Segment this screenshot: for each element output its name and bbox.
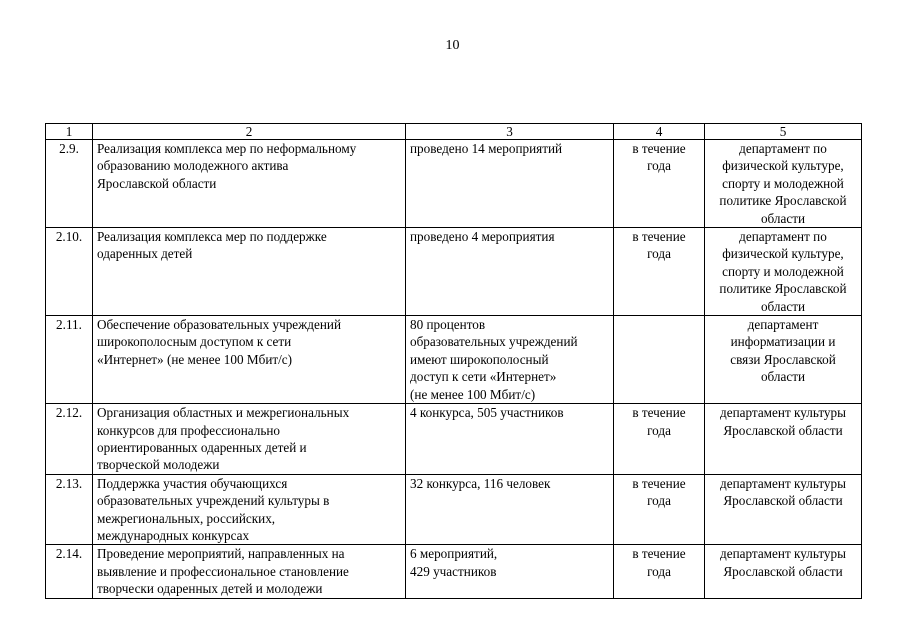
cell-text-line: года [647, 563, 671, 579]
row-number-cell: 2.9. [46, 140, 93, 228]
table-row [46, 474, 862, 545]
cell-text-line: года [647, 493, 671, 509]
column-header-1: 1 [46, 124, 93, 140]
table-row [46, 404, 862, 475]
cell-text-line: образованию молодежного актива [97, 158, 289, 174]
cell-text-line: области [760, 210, 806, 226]
cell-text-line: спорту и молодежной [722, 175, 844, 191]
cell-text-line: Реализация комплекса мер по поддержке [97, 229, 327, 245]
cell-text-line: связи Ярославской [730, 351, 836, 367]
cell-text-line: Поддержка участия обучающихся [97, 475, 288, 491]
cell-text-line: доступ к сети «Интернет» [410, 369, 557, 385]
column-header-4: 4 [614, 124, 705, 140]
result-cell [406, 474, 614, 545]
cell-text-line: Обеспечение образовательных учреждений [97, 317, 342, 333]
row-number-cell: 2.10. [46, 228, 93, 316]
measure-name-cell [93, 140, 406, 228]
measure-name-cell [93, 228, 406, 316]
column-header-2: 2 [93, 124, 406, 140]
cell-text-line: образовательных учреждений культуры в [97, 493, 330, 509]
cell-text-line: Ярославской области [723, 422, 843, 438]
cell-text-line: 4 конкурса, 505 участников [410, 405, 564, 421]
measure-name-cell [93, 404, 406, 475]
cell-text-line: политике Ярославской [719, 281, 847, 297]
cell-text-line: года [647, 158, 671, 174]
cell-text-line: (не менее 100 Мбит/с) [410, 386, 536, 402]
responsible-cell [705, 228, 862, 316]
responsible-cell [705, 474, 862, 545]
cell-text-line: «Интернет» (не менее 100 Мбит/с) [97, 351, 293, 367]
table-row [46, 228, 862, 316]
cell-text-line: области [760, 369, 806, 385]
cell-text-line: в течение [632, 546, 686, 562]
cell-text-line: области [760, 298, 806, 314]
cell-text-line: имеют широкополосный [410, 351, 549, 367]
cell-text-line: спорту и молодежной [722, 263, 844, 279]
cell-text-line: департамент по [739, 229, 827, 245]
result-cell [406, 316, 614, 404]
document-table [45, 123, 862, 599]
row-number-cell: 2.12. [46, 404, 93, 475]
cell-text-line: департамент культуры [720, 405, 846, 421]
term-cell [614, 474, 705, 545]
term-cell [614, 404, 705, 475]
cell-text-line: творческой молодежи [97, 457, 220, 473]
cell-text-line: выявление и профессиональное становление [97, 563, 349, 579]
cell-text-line: Организация областных и межрегиональных [97, 405, 350, 421]
cell-text-line: в течение [632, 475, 686, 491]
cell-text-line: Реализация комплекса мер по неформальному [97, 141, 357, 156]
table-header-row [46, 124, 862, 140]
table-row [46, 545, 862, 598]
cell-text-line: одаренных детей [97, 246, 193, 262]
term-cell [614, 140, 705, 228]
cell-text-line: департамент по [739, 141, 827, 156]
result-cell [406, 140, 614, 228]
measure-name-cell [93, 545, 406, 598]
cell-text-line: департамент культуры [720, 475, 846, 491]
measure-name-cell [93, 474, 406, 545]
responsible-cell [705, 545, 862, 598]
table-row [46, 140, 862, 228]
responsible-cell [705, 404, 862, 475]
cell-text-line: физической культуре, [722, 246, 844, 262]
cell-text-line: Ярославской области [97, 175, 217, 191]
page-number: 10 [445, 38, 460, 53]
cell-text-line: Ярославской области [723, 493, 843, 509]
cell-text-line: ориентированных одаренных детей и [97, 439, 307, 455]
cell-text-line: широкополосным доступом к сети [97, 334, 292, 350]
cell-text-line: года [647, 422, 671, 438]
row-number-cell: 2.14. [46, 545, 93, 598]
cell-text-line: информатизации и [730, 334, 836, 350]
cell-text-line: проведено 4 мероприятия [410, 229, 555, 245]
cell-text-line: проведено 14 мероприятий [410, 141, 563, 156]
cell-text-line: департамент [747, 317, 819, 333]
term-cell [614, 316, 705, 404]
cell-text-line: в течение [632, 405, 686, 421]
cell-text-line: 429 участников [410, 563, 497, 579]
cell-text-line: года [647, 246, 671, 262]
cell-text-line: 32 конкурса, 116 человек [410, 475, 551, 491]
cell-text-line: Проведение мероприятий, направленных на [97, 546, 345, 562]
cell-text-line: творчески одаренных детей и молодежи [97, 581, 323, 597]
column-header-5: 5 [705, 124, 862, 140]
cell-text-line: 6 мероприятий, [410, 546, 498, 562]
table-row [46, 316, 862, 404]
responsible-cell [705, 140, 862, 228]
cell-text-line: образовательных учреждений [410, 334, 578, 350]
cell-text-line: международных конкурсах [97, 527, 250, 543]
cell-text-line: физической культуре, [722, 158, 844, 174]
cell-text-line: Ярославской области [723, 563, 843, 579]
cell-text-line: 80 процентов [410, 317, 486, 333]
cell-text-line: в течение [632, 229, 686, 245]
cell-text-line: политике Ярославской [719, 193, 847, 209]
cell-text-line: межрегиональных, российских, [97, 510, 276, 526]
cell-text-line: в течение [632, 141, 686, 156]
cell-text-line: департамент культуры [720, 546, 846, 562]
row-number-cell: 2.13. [46, 474, 93, 545]
result-cell [406, 228, 614, 316]
result-cell [406, 404, 614, 475]
responsible-cell [705, 316, 862, 404]
result-cell [406, 545, 614, 598]
row-number-cell: 2.11. [46, 316, 93, 404]
term-cell [614, 545, 705, 598]
measure-name-cell [93, 316, 406, 404]
column-header-3: 3 [406, 124, 614, 140]
term-cell [614, 228, 705, 316]
table-body [46, 140, 862, 599]
cell-text-line: конкурсов для профессионально [97, 422, 281, 438]
